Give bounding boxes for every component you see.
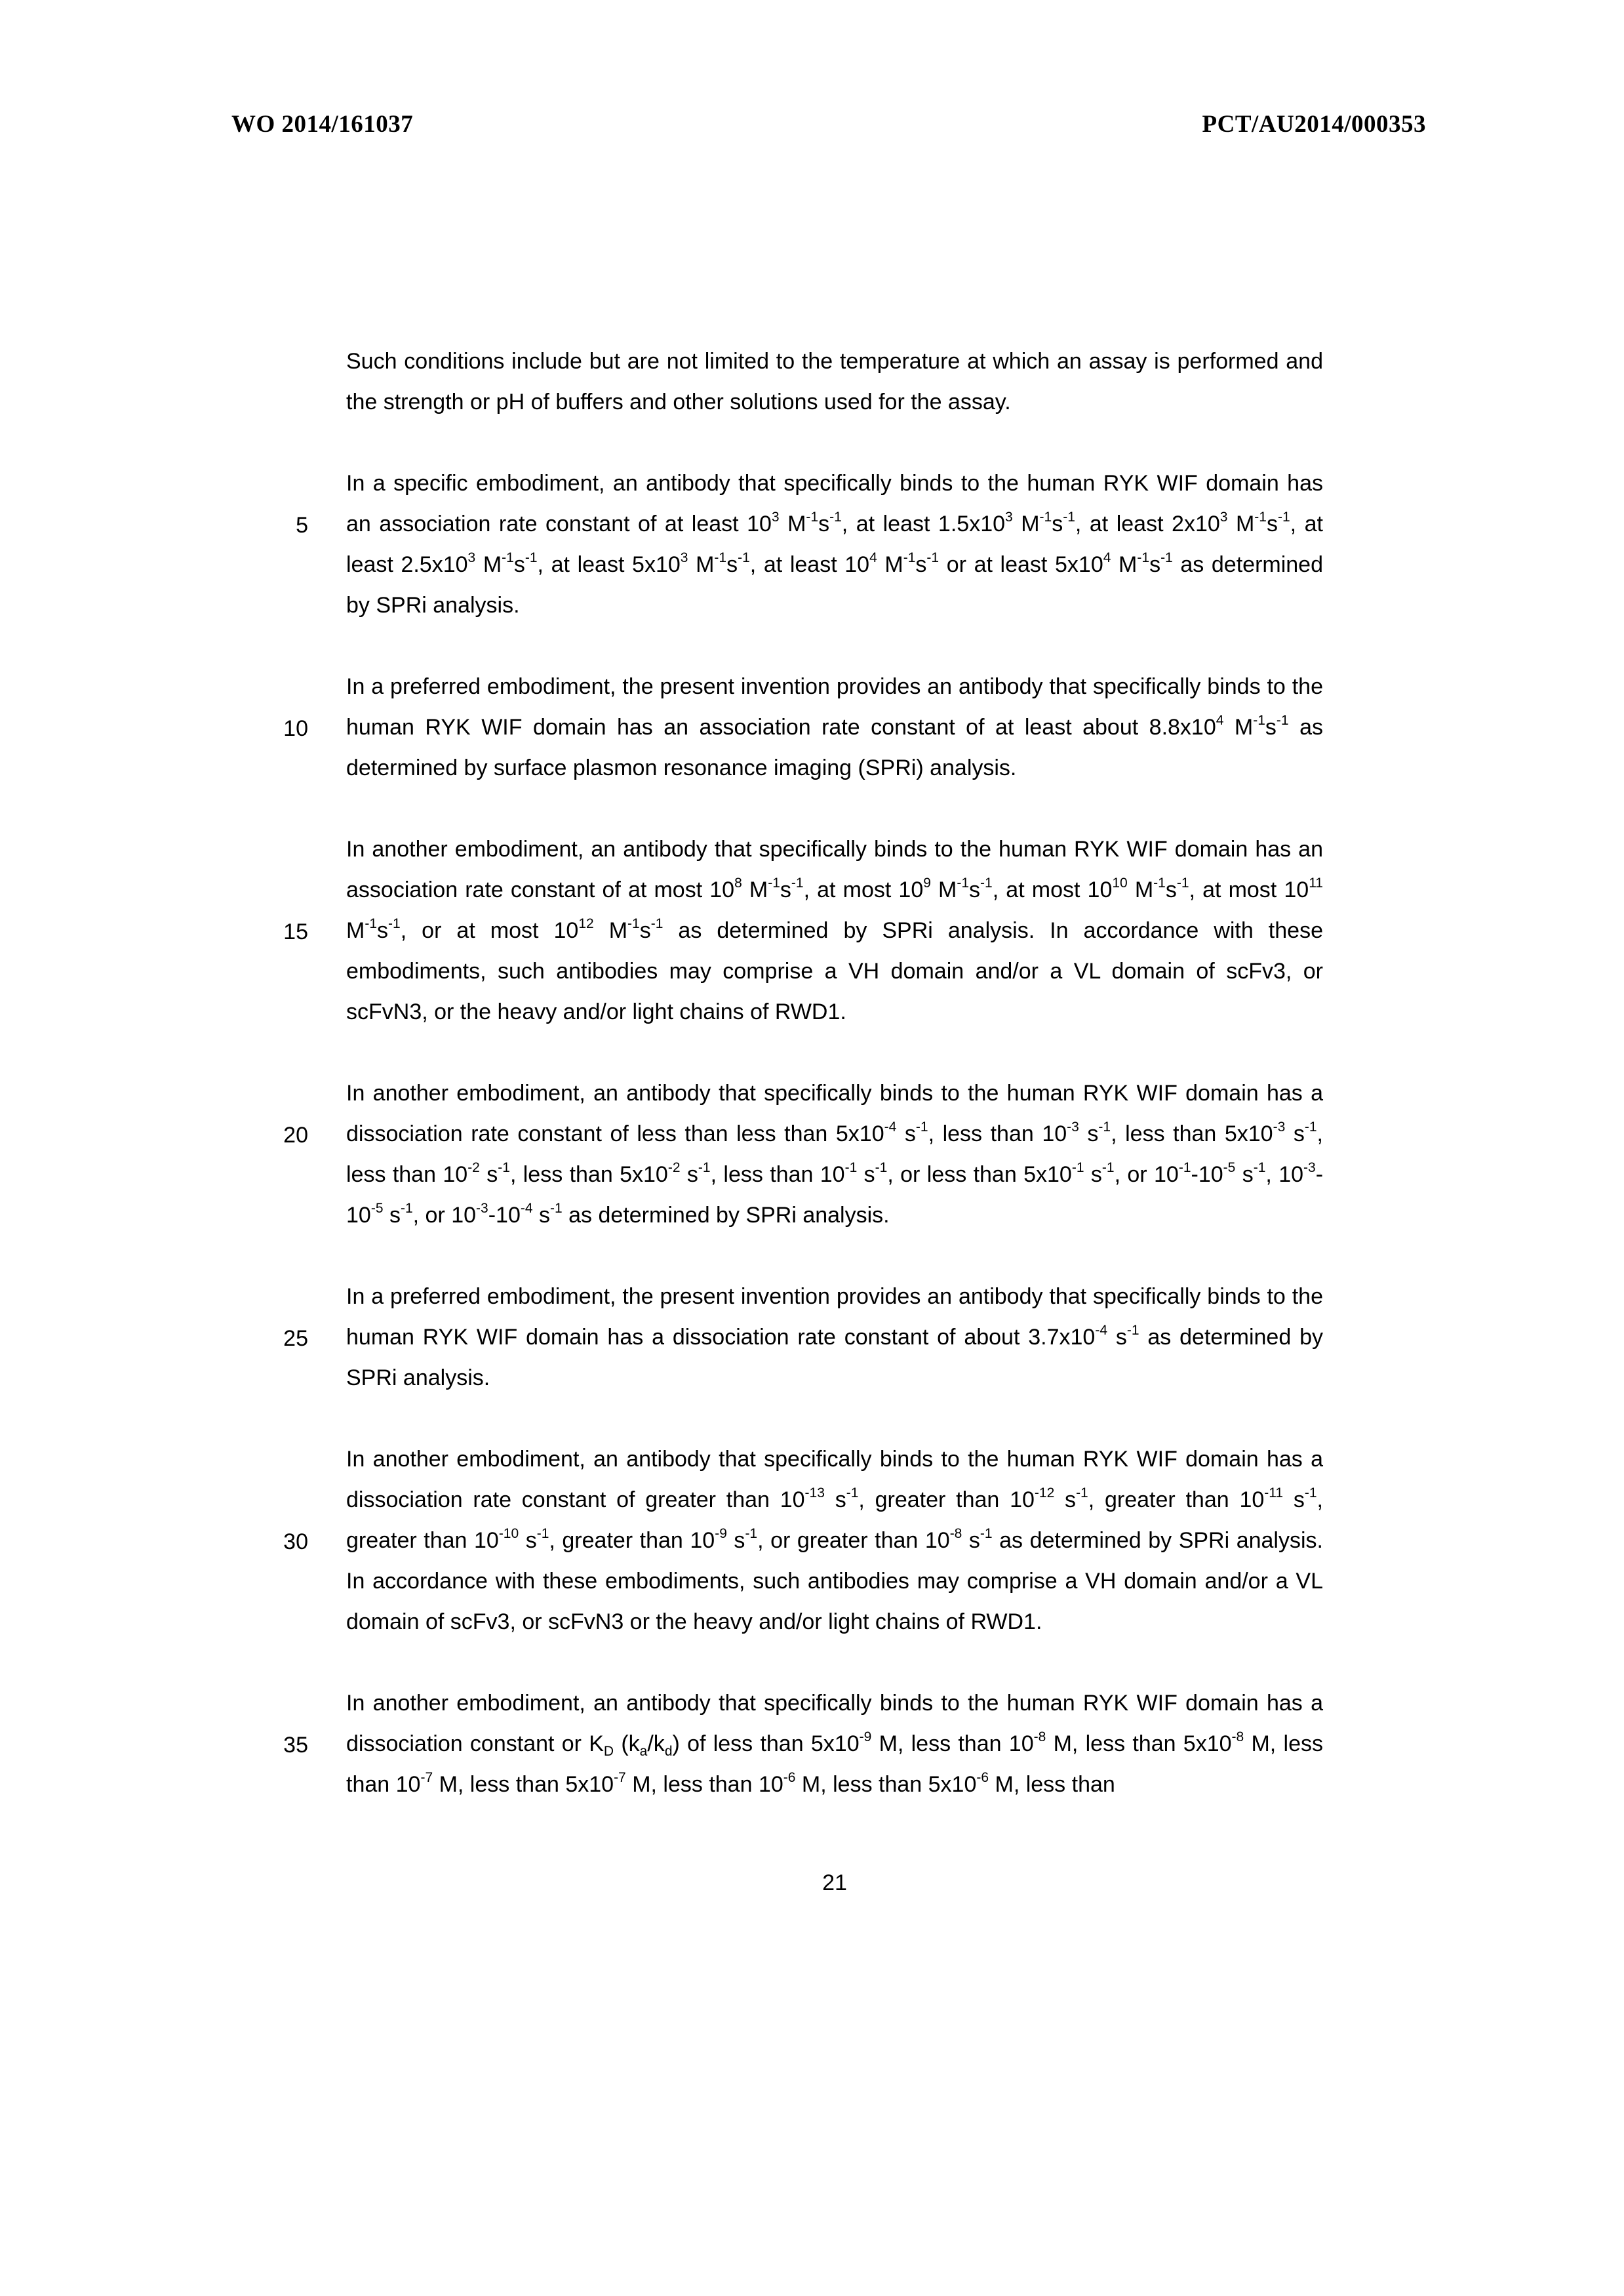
page-number: 21 (822, 1870, 847, 1895)
application-number: PCT/AU2014/000353 (1202, 111, 1426, 138)
body-paragraph: In another embodiment, an antibody that specifically binds to the human RYK WIF domain has a dissociation constant or $K_D$ $(k_a/k_d)$ of less than $5x10^{-9}$ M, less than $10^{-8}$ M, less than $5x10^{-8}$ M, less than $10^{-7}$ M, less than $5x10^{-7}$ M, less than $10^{-6}$ M, less than $5x10^{-6}$ M, less than (346, 1691, 1323, 1797)
line-number-20: 20 (283, 1123, 308, 1148)
body-paragraph: In another embodiment, an antibody that specifically binds to the human RYK WIF domain has a dissociation rate constant of greater than $10^{-13}$ $s^{-1}$, greater than $10^{-12}$ $s^{-1}$, greater than $10^{-11}$ $s^{-1}$, greater than $10^{-10}$ $s^{-1}$, greater than $10^{-9}$ $s^{-1}$, or greater than $10^{-8}$ $s^{-1}$ as determined by SPRi analysis. In accordance with these embodiments, such antibodies may comprise a VH domain and/or a VL domain of scFv3, or scFvN3 or the heavy and/or light chains of RWD1. (346, 1447, 1323, 1634)
body-paragraph: In a specific embodiment, an antibody that specifically binds to the human RYK WIF domain has an association rate constant of at least $10^3$ $M^{-1}s^{-1}$, at least $1.5x10^3$ $M^{-1}s^{-1}$, at least $2x10^3$ $M^{-1}s^{-1}$, at least $2.5x10^3$ $M^{-1}s^{-1}$, at least $5x10^3$ $M^{-1}s^{-1}$, at least $10^4$ $M^{-1}s^{-1}$ or at least $5x10^4$ $M^{-1}s^{-1}$ as determined by SPRi analysis. (346, 471, 1324, 618)
line-number-25: 25 (283, 1326, 308, 1351)
body-paragraph: In a preferred embodiment, the present invention provides an antibody that specifically binds to the human RYK WIF domain has a dissociation rate constant of about $3.7x10^{-4}$ $s^{-1}$ as determined by SPRi analysis. (346, 1284, 1324, 1390)
line-number-10: 10 (283, 716, 308, 741)
body-paragraph: In another embodiment, an antibody that specifically binds to the human RYK WIF domain has an association rate constant of at most $10^8$ $M^{-1}s^{-1}$, at most $10^9$ $M^{-1}s^{-1}$, at most $10^{10}$ $M^{-1}s^{-1}$, at most $10^{11}$ $M^{-1}s^{-1}$, or at most $10^{12}$ $M^{-1}s^{-1}$ as determined by SPRi analysis. In accordance with these embodiments, such antibodies may comprise a VH domain and/or a VL domain of scFv3, or scFvN3, or the heavy and/or light chains of RWD1. (346, 837, 1323, 1024)
body-paragraph: In a preferred embodiment, the present invention provides an antibody that specifically binds to the human RYK WIF domain has an association rate constant of at least about $8.8x10^4$ $M^{-1}s^{-1}$ as determined by surface plasmon resonance imaging (SPRi) analysis. (346, 674, 1323, 780)
line-number-35: 35 (283, 1733, 308, 1758)
line-number-5: 5 (296, 513, 308, 538)
publication-number: WO 2014/161037 (231, 111, 414, 138)
body-text-block (346, 341, 1323, 1845)
line-number-30: 30 (283, 1529, 308, 1554)
body-paragraph: In another embodiment, an antibody that specifically binds to the human RYK WIF domain has a dissociation rate constant of less than less than $5x10^{-4}$ $s^{-1}$, less than $10^{-3}$ $s^{-1}$, less than $5x10^{-3}$ $s^{-1}$, less than $10^{-2}$ $s^{-1}$, less than $5x10^{-2}$ $s^{-1}$, less than $10^{-1}$ $s^{-1}$, or less than $5x10^{-1}$ $s^{-1}$, or $10^{-1}-10^{-5}$ $s^{-1}$, $10^{-3}-10^{-5}$ $s^{-1}$, or $10^{-3}-10^{-4}$ $s^{-1}$ as determined by SPRi analysis. (346, 1081, 1324, 1228)
body-paragraph: Such conditions include but are not limited to the temperature at which an assay is performed and the strength or pH of buffers and other solutions used for the assay. (346, 349, 1323, 414)
line-number-15: 15 (283, 919, 308, 944)
